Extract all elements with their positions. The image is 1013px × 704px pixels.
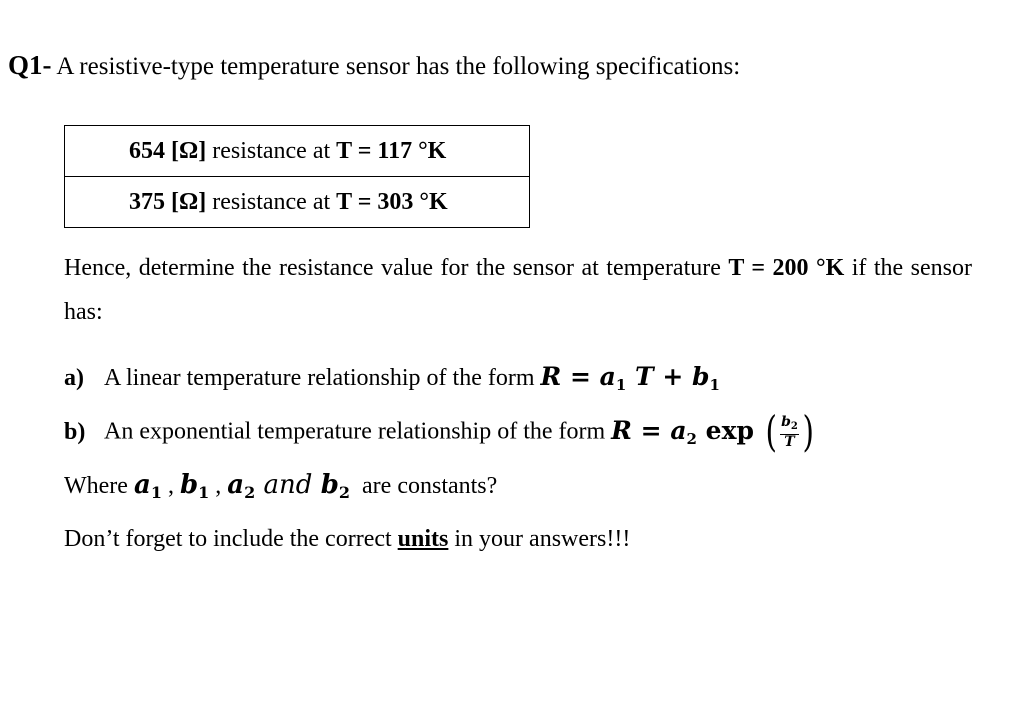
part-b-label: b): [64, 418, 86, 445]
resistance-value: 375 [Ω]: [129, 188, 207, 215]
prompt-paragraph: [64, 246, 972, 334]
eq-function: exp: [696, 415, 754, 445]
eq-subscript: 2: [686, 429, 697, 448]
temperature-value: T = 303 °K: [336, 188, 448, 215]
part-a-text: A linear temperature relationship of the form: [104, 365, 541, 391]
part-b: [64, 407, 816, 456]
separator: ,: [209, 473, 228, 499]
reminder-text: Don’t forget to include the correct: [64, 526, 398, 552]
eq-operator: +: [653, 362, 692, 391]
question-heading: [8, 50, 740, 81]
constant-a1: $a_1$: [133, 470, 162, 502]
fraction-denominator: T: [784, 433, 795, 450]
table-cell: [65, 126, 530, 177]
eq-symbol: R: [540, 362, 562, 391]
constants-line: [64, 470, 497, 502]
eq-paren: ): [802, 407, 814, 456]
temperature-value: T = 117 °K: [336, 137, 447, 164]
table-cell: [65, 177, 530, 228]
table-row: [65, 126, 530, 177]
part-a: [64, 362, 720, 394]
eq-symbol: a: [670, 415, 687, 445]
linear-equation: [540, 362, 720, 394]
part-b-text: An exponential temperature relationship of the form: [104, 418, 612, 445]
eq-paren: (: [765, 407, 777, 456]
prompt-text-before: Hence, determine the resistance value for the sensor at temperature: [64, 255, 729, 281]
prompt-temperature: T = 200 °K: [728, 255, 845, 281]
constant-a2: $a_2$: [227, 470, 256, 502]
eq-fraction: [780, 415, 799, 450]
question-number: Q1-: [8, 50, 52, 80]
units-reminder: [64, 526, 630, 553]
fraction-numerator: [780, 415, 799, 435]
where-tail: are constants?: [350, 473, 498, 499]
eq-symbol: R: [611, 415, 632, 445]
exponential-equation: [611, 407, 816, 456]
and-word: and: [255, 470, 321, 500]
constant-b1: $b_1$: [179, 470, 210, 502]
eq-subscript: 1: [709, 376, 720, 394]
part-a-label: a): [64, 365, 84, 391]
units-emphasis: units: [397, 526, 449, 552]
where-text: Where: [64, 473, 134, 499]
resistance-value: 654 [Ω]: [129, 137, 207, 164]
table-row: [65, 177, 530, 228]
reminder-text-end: in your answers!!!: [448, 526, 631, 552]
eq-subscript: 1: [615, 376, 627, 394]
eq-symbol: T: [626, 362, 654, 391]
eq-operator: =: [631, 415, 671, 445]
constant-b2: $b_2$: [320, 470, 351, 502]
eq-operator: =: [561, 362, 600, 391]
eq-symbol: b: [781, 413, 791, 430]
eq-symbol: a: [599, 362, 616, 391]
prompt-text-after: if the sensor has:: [64, 255, 973, 325]
specification-table: [64, 125, 530, 228]
resistance-text: resistance at: [206, 137, 337, 164]
eq-symbol: b: [691, 362, 710, 391]
separator: ,: [161, 473, 180, 499]
question-text: A resistive-type temperature sensor has the following specifications:: [51, 53, 741, 80]
eq-subscript: 2: [790, 420, 798, 432]
resistance-text: resistance at: [206, 188, 337, 215]
